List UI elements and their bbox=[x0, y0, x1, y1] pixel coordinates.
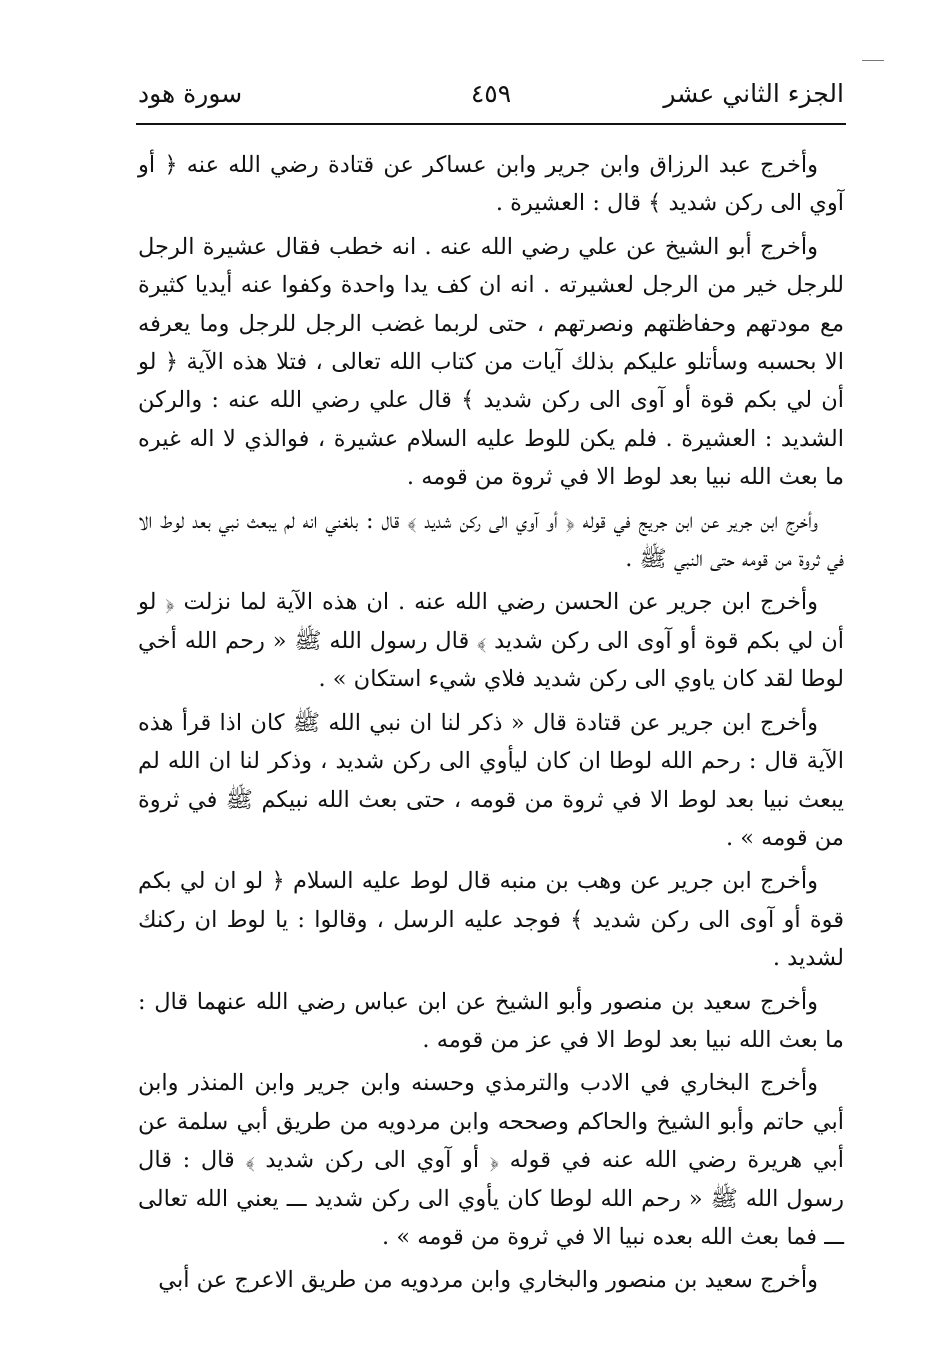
paragraph: وأخرج ابن جرير عن قتادة قال « ذكر لنا ان نبي الله ﷺ كان اذا قرأ هذه الآية قال : رحم الله لوطا ان كان ليأوي الى ركن شديد ، وذكر لنا ان الله لم يبعث نبيا بعد لوط الا في ثروة من قومه ، حتى بعث الله نبيكم ﷺ في ثروة من قومه » . bbox=[138, 709, 844, 851]
paragraph: وأخرج ابن جرير عن ابن جريج في قوله ﴿ أو آوي الى ركن شديد ﴾ قال : بلغني انه لم يبعث نبي بعد لوط الا في ثروة من قومه حتى النبي ﷺ . bbox=[138, 507, 844, 573]
paragraph: وأخرج البخاري في الادب والترمذي وحسنه وابن جرير وابن المنذر وابن أبي حاتم وأبو الشيخ والحاكم وصححه وابن مردويه من طريق أبي سلمة عن أبي هريرة رضي الله عنه في قوله ﴿ أو آوي الى ركن شديد ﴾ قال : قال رسول الله ﷺ « رحم الله لوطا كان يأوي الى ركن شديد ـــ يعني الله تعالى ـــ فما بعث الله بعده نبيا الا في ثروة من قومه » . bbox=[138, 1070, 844, 1250]
surah-title: سورة هود bbox=[138, 79, 243, 108]
header-rule bbox=[136, 123, 846, 125]
paragraph: وأخرج أبو الشيخ عن علي رضي الله عنه . انه خطب فقال عشيرة الرجل للرجل خير من الرجل لعشيرته . انه ان كف يدا واحدة وكفوا عنه أيديا كثيرة مع مودتهم وحفاظتهم ونصرتهم ، حتى لربما غضب الرجل للرجل وما يعرفه الا بحسبه وسأتلو عليكم بذلك آيات من كتاب الله تعالى ، فتلا هذه الآية ﴿ لو أن لي بكم قوة أو آوى الى ركن شديد ﴾ قال علي رضي الله عنه : والركن الشديد : العشيرة . فلم يكن للوط عليه السلام عشيرة ، فوالذي لا اله غيره ما بعث الله نبيا بعد لوط الا في ثروة من قومه . bbox=[138, 233, 844, 491]
scan-mark bbox=[862, 60, 884, 61]
juz-title: الجزء الثاني عشر bbox=[663, 79, 844, 108]
page-number: ٤٥٩ bbox=[470, 79, 512, 108]
running-header bbox=[138, 72, 844, 116]
paragraph: وأخرج ابن جرير عن الحسن رضي الله عنه . ان هذه الآية لما نزلت ﴿ لو أن لي بكم قوة أو آوى الى ركن شديد ﴾ قال رسول الله ﷺ « رحم الله أخي لوطا لقد كان ياوي الى ركن شديد فلاي شيء استكان » . bbox=[138, 589, 844, 693]
paragraph: وأخرج سعيد بن منصور والبخاري وابن مردويه من طريق الاعرج عن أبي bbox=[158, 1267, 818, 1294]
page-body bbox=[138, 146, 844, 1305]
paragraph: وأخرج عبد الرزاق وابن جرير وابن عساكر عن قتادة رضي الله عنه ﴿ أو آوي الى ركن شديد ﴾ قال : العشيرة . bbox=[138, 152, 844, 217]
paragraph: وأخرج ابن جرير عن وهب بن منبه قال لوط عليه السلام ﴿ لو ان لي بكم قوة أو آوى الى ركن شديد ﴾ فوجد عليه الرسل ، وقالوا : يا لوط ان ركنك لشديد . bbox=[138, 868, 844, 972]
paragraph: وأخرج سعيد بن منصور وأبو الشيخ عن ابن عباس رضي الله عنهما قال : ما بعث الله نبيا بعد لوط الا في عز من قومه . bbox=[138, 988, 844, 1053]
